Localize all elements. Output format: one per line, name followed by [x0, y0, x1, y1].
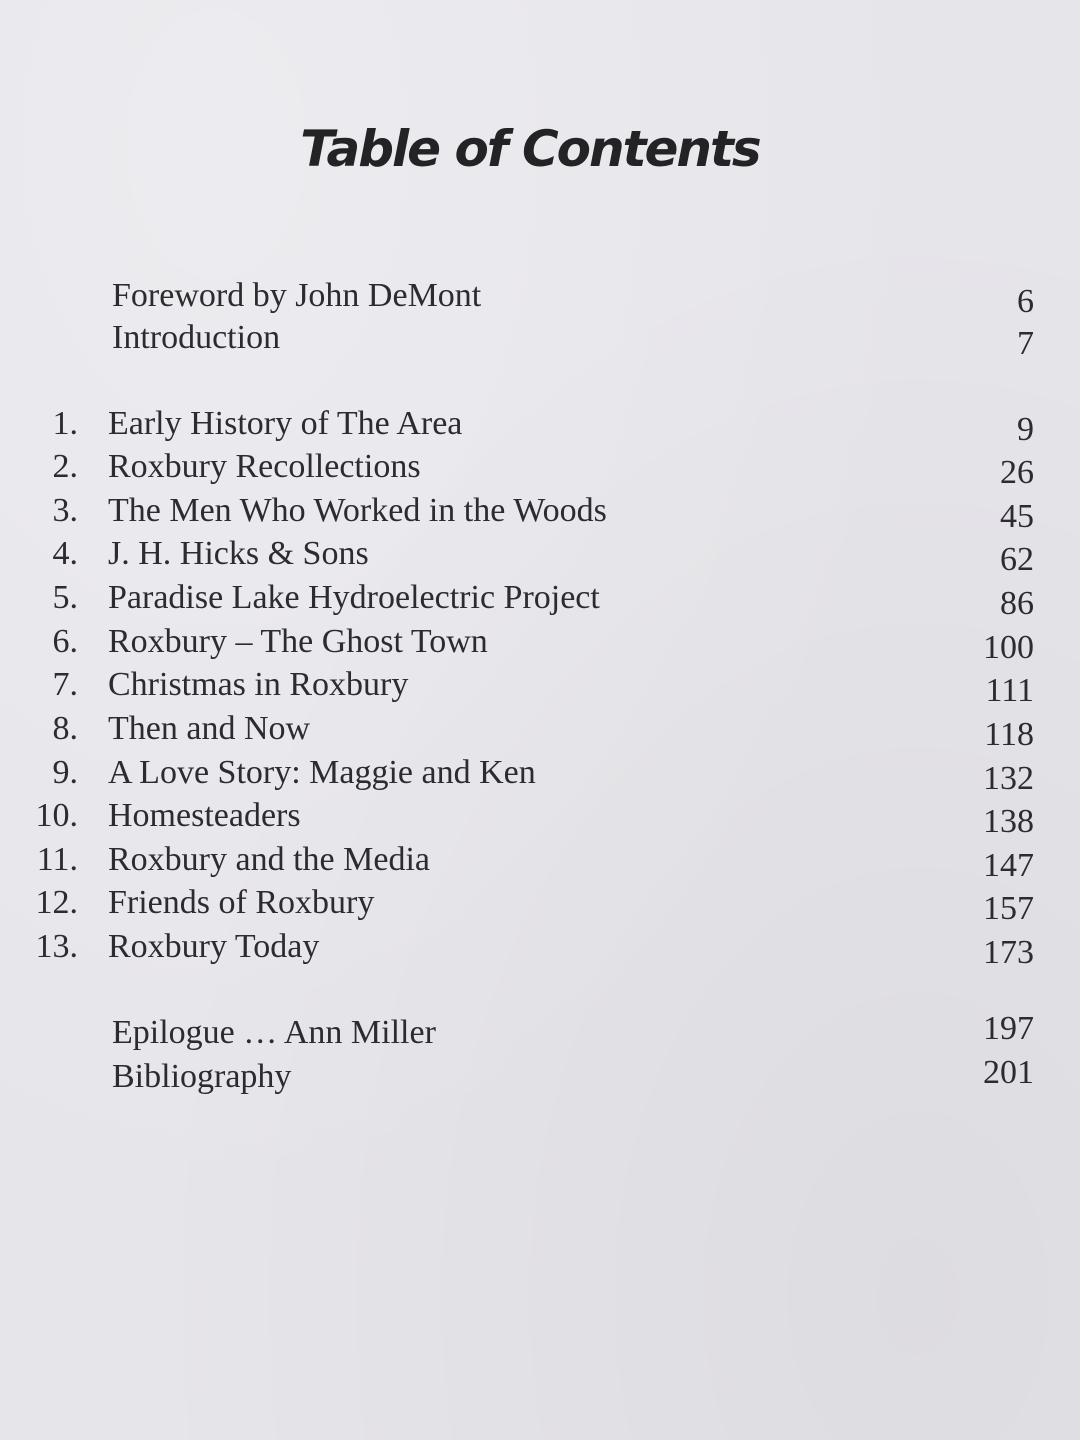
entry-page: 173 — [983, 934, 1034, 971]
entry-page: 62 — [1000, 541, 1034, 578]
toc-entry-chapter-6 — [0, 620, 1080, 664]
toc-entry-chapter-3 — [0, 489, 1080, 533]
entry-label: Paradise Lake Hydroelectric Project — [108, 579, 600, 616]
entry-page: 45 — [1000, 498, 1034, 535]
chapter-number: 13. — [35, 928, 78, 965]
entry-label: Roxbury Recollections — [108, 448, 421, 485]
toc-entry-chapter-5 — [0, 576, 1080, 620]
toc-entry-foreword — [0, 274, 1080, 318]
toc-entry-epilogue — [0, 1011, 1080, 1055]
toc-entry-chapter-4 — [0, 532, 1080, 576]
entry-label: Epilogue … Ann Miller — [112, 1014, 436, 1051]
toc-entry-chapter-10 — [0, 794, 1080, 838]
entry-page: 197 — [983, 1010, 1034, 1047]
chapter-number: 9. — [52, 754, 78, 791]
toc-entry-chapter-8 — [0, 707, 1080, 751]
chapter-number: 8. — [52, 710, 78, 747]
toc-entry-chapter-1 — [0, 402, 1080, 446]
entry-page: 86 — [1000, 585, 1034, 622]
toc-entry-chapter-13 — [0, 925, 1080, 969]
entry-page: 7 — [1017, 325, 1034, 362]
toc-entry-chapter-12 — [0, 881, 1080, 925]
chapter-number: 3. — [52, 492, 78, 529]
entry-label: Foreword by John DeMont — [112, 277, 482, 314]
toc-entry-chapter-2 — [0, 445, 1080, 489]
chapter-number: 4. — [52, 535, 78, 572]
entry-page: 138 — [983, 803, 1034, 840]
entry-page: 132 — [983, 760, 1034, 797]
chapter-number: 12. — [35, 884, 78, 921]
entry-page: 118 — [984, 716, 1034, 753]
entry-label: A Love Story: Maggie and Ken — [108, 754, 536, 791]
entry-page: 157 — [983, 890, 1034, 927]
chapter-number: 2. — [52, 448, 78, 485]
entry-label: The Men Who Worked in the Woods — [108, 492, 607, 529]
entry-label: Christmas in Roxbury — [108, 666, 409, 703]
entry-label: Homesteaders — [108, 797, 301, 834]
entry-page: 147 — [983, 847, 1034, 884]
entry-page: 26 — [1000, 454, 1034, 491]
entry-label: Bibliography — [112, 1058, 292, 1095]
chapter-number: 10. — [35, 797, 78, 834]
chapter-number: 11. — [36, 841, 78, 878]
page-title: Table of Contents — [300, 120, 760, 178]
entry-page: 111 — [985, 672, 1034, 709]
entry-page: 201 — [983, 1054, 1034, 1091]
entry-page: 6 — [1017, 283, 1034, 320]
entry-page: 100 — [983, 629, 1034, 666]
toc-entry-introduction — [0, 316, 1080, 360]
toc-entry-chapter-9 — [0, 751, 1080, 795]
toc-entry-bibliography — [0, 1055, 1080, 1099]
chapter-number: 6. — [52, 623, 78, 660]
entry-label: Roxbury and the Media — [108, 841, 430, 878]
entry-label: Friends of Roxbury — [108, 884, 375, 921]
chapter-number: 5. — [52, 579, 78, 616]
entry-label: Then and Now — [108, 710, 311, 747]
entry-page: 9 — [1017, 411, 1034, 448]
entry-label: Roxbury – The Ghost Town — [108, 623, 488, 660]
chapter-number: 7. — [52, 666, 78, 703]
entry-label: Early History of The Area — [108, 405, 463, 442]
entry-label: Roxbury Today — [108, 928, 320, 965]
chapter-number: 1. — [52, 405, 78, 442]
toc-entry-chapter-11 — [0, 838, 1080, 882]
entry-label: Introduction — [112, 319, 281, 356]
entry-label: J. H. Hicks & Sons — [108, 535, 369, 572]
toc-entry-chapter-7 — [0, 663, 1080, 707]
